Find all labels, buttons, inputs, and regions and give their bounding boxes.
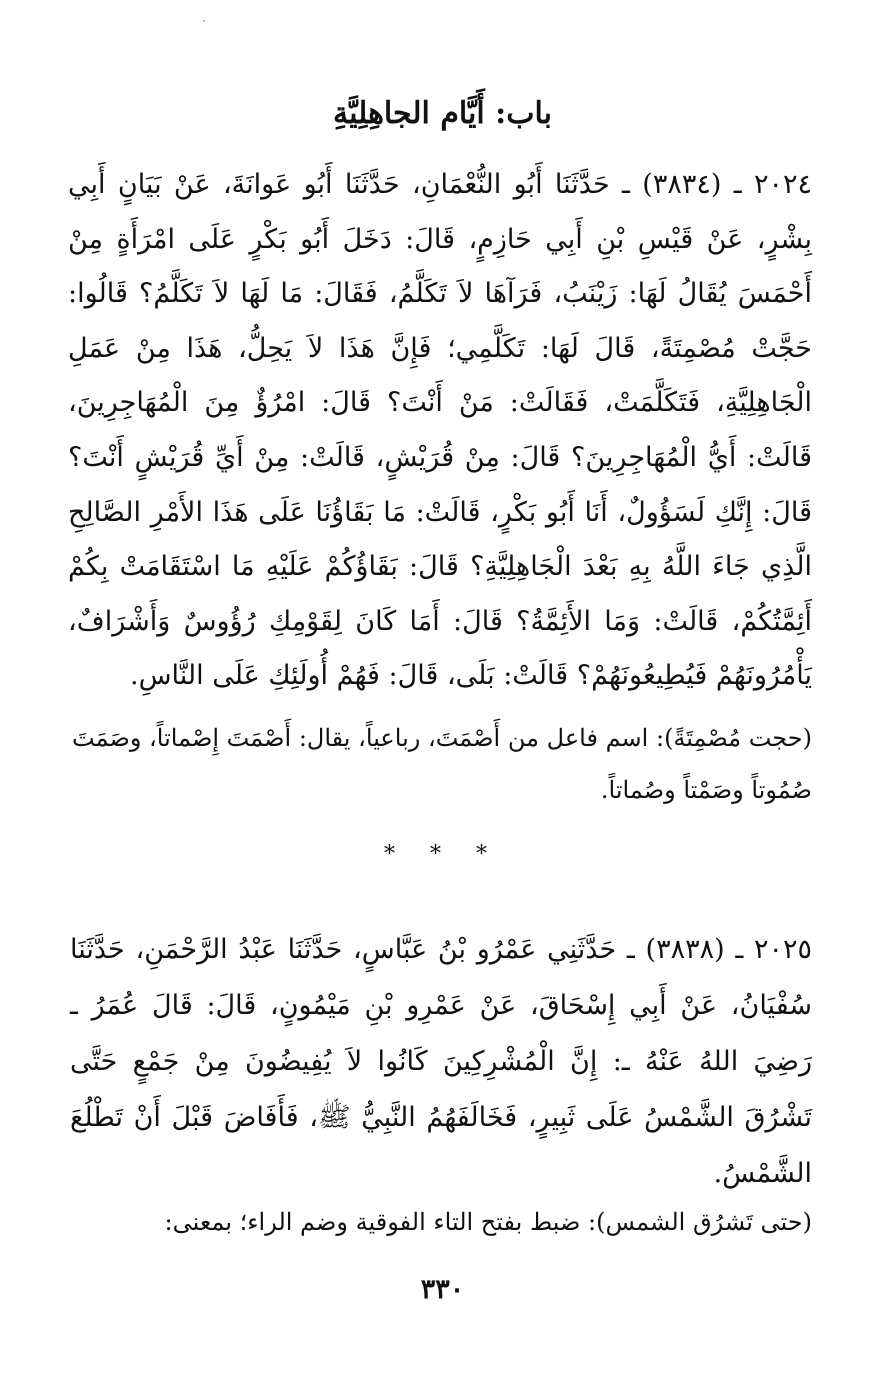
section-separator: * * * bbox=[384, 842, 501, 867]
hadith-2024-text: ٢٠٢٤ ـ (٣٨٣٤) ـ حَدَّثَنَا أَبُو النُّعْمَانِ، حَدَّثَنَا أَبُو عَوانَةَ، عَنْ بَيَانٍ أَبِي بِشْرٍ، عَنْ قَيْسِ بْنِ أَبِي حَازِمٍ، قَالَ: دَخَلَ أَبُو بَكْرٍ عَلَى امْرَأَةٍ مِنْ أَحْمَسَ يُقَالُ لَهَا: زَيْنَبُ، فَرَآهَا لاَ تَكَلَّمُ، فَقَالَ: مَا لَهَا لاَ تَكَلَّمُ؟ قَالُوا: حَجَّتْ مُصْمِتَةً، قَالَ لَهَا: تَكَلَّمِي؛ فَإِنَّ هَذَا لاَ يَحِلُّ، هَذَا مِنْ عَمَلِ الْجَاهِلِيَّةِ، فَتَكَلَّمَتْ، فَقَالَتْ: مَنْ أَنْتَ؟ قَالَ: امْرُؤٌ مِنَ الْمُهَاجِرِينَ، قَالَتْ: أَيُّ الْمُهَاجِرِينَ؟ قَالَ: مِنْ قُرَيْشٍ، قَالَتْ: مِنْ أَيِّ قُرَيْشٍ أَنْتَ؟ قَالَ: إِنَّكِ لَسَؤُولٌ، أَنَا أَبُو بَكْرٍ، قَالَتْ: مَا بَقَاؤُنَا عَلَى هَذَا الأَمْرِ الصَّالِحِ الَّذِي جَاءَ اللَّهُ بِهِ بَعْدَ الْجَاهِلِيَّةِ؟ قَالَ: بَقَاؤُكُمْ عَلَيْهِ مَا اسْتَقَامَتْ بِكُمْ أَئِمَّتُكُمْ، قَالَتْ: وَمَا الأَئِمَّةُ؟ قَالَ: أَمَا كَانَ لِقَوْمِكِ رُؤُوسٌ وَأَشْرَافٌ، يَأْمُرُونَهُمْ فَيُطِيعُونَهُمْ؟ قَالَتْ: بَلَى، قَالَ: فَهُمْ أُولَئِكِ عَلَى النَّاسِ. bbox=[68, 169, 813, 692]
hadith-2024-footnote: (حجت مُصْمِتَةً): اسم فاعل من أَصْمَتَ، رباعياً، يقال: أَصْمَتَ إِصْماتاً، وصَمَتَ صُمُوتاً وصَمْتاً وصُماتاً. bbox=[72, 724, 812, 804]
hadith-2025-footnote: (حتى تَشرُق الشمس): ضبط بفتح التاء الفوقية وضم الراء؛ بمعنى: bbox=[164, 1208, 812, 1236]
page-number: ٣٣٠ bbox=[420, 1274, 465, 1305]
scan-speck bbox=[203, 20, 205, 22]
hadith-2025-text: ٢٠٢٥ ـ (٣٨٣٨) ـ حَدَّثَنِي عَمْرُو بْنُ عَبَّاسٍ، حَدَّثَنَا عَبْدُ الرَّحْمَنِ، حَدَّثَنَا سُفْيَانُ، عَنْ أَبِي إِسْحَاقَ، عَنْ عَمْرِو بْنِ مَيْمُونٍ، قَالَ: قَالَ عُمَرُ ـ رَضِيَ اللهُ عَنْهُ ـ: إِنَّ الْمُشْرِكِينَ كَانُوا لاَ يُفِيضُونَ مِنْ جَمْعٍ حَتَّى تَشْرُقَ الشَّمْسُ عَلَى ثَبِيرٍ، فَخَالَفَهُمُ النَّبِيُّ ﷺ، فَأَفَاضَ قَبْلَ أَنْ تَطْلُعَ الشَّمْسُ. bbox=[70, 934, 812, 1189]
chapter-heading: باب: أَيَّام الجاهِلِيَّةِ bbox=[333, 96, 552, 131]
